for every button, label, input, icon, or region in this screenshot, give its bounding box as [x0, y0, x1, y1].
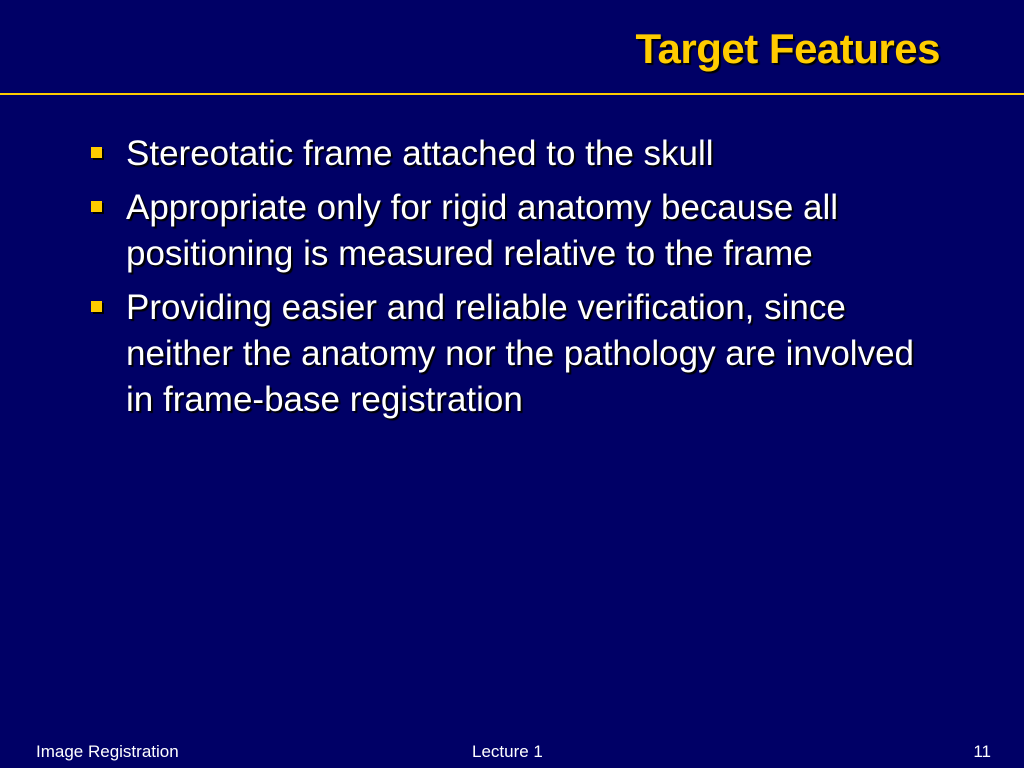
bullet-text: Providing easier and reliable verification, since neither the anatomy nor the pathology are involved in frame-base registration: [126, 288, 915, 419]
footer-page-number: 11: [973, 742, 991, 761]
bullet-item: [88, 285, 928, 423]
title-divider: [0, 93, 1024, 95]
bullet-text: Stereotatic frame attached to the skull: [126, 134, 714, 173]
square-bullet-icon: [91, 201, 102, 212]
bullet-item: [88, 131, 928, 177]
footer-course-title: Image Registration: [36, 742, 179, 761]
square-bullet-icon: [91, 301, 102, 312]
bullet-list: [88, 131, 928, 431]
bullet-text: Appropriate only for rigid anatomy because all positioning is measured relative to the frame: [126, 188, 839, 273]
footer-lecture-label: Lecture 1: [472, 742, 543, 761]
bullet-item: [88, 185, 928, 277]
slide-title: Target Features: [635, 25, 940, 72]
square-bullet-icon: [91, 147, 102, 158]
